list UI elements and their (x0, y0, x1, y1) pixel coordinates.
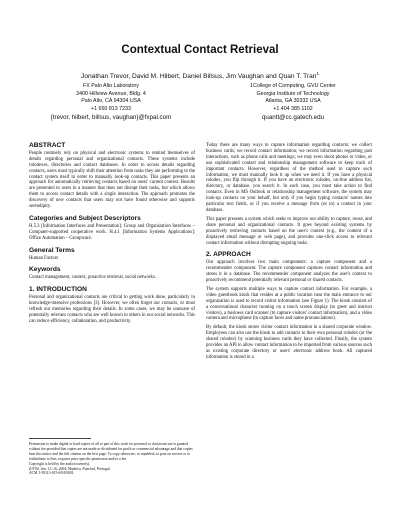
copyright-text: Copyright is held by the author/owner(s). (29, 461, 91, 466)
conference-text: IUI'04, Jan. 13–16, 2004, Madeira, Funchal, Portugal. (29, 466, 111, 471)
affiliation-line: +1 650 813 7233 (91, 105, 131, 112)
categories-text: H.5.3 [Information Interfaces and Presentation]: Group and Organization Interfaces – Computer-supported cooperative work. H.4.1 [Information Systems Applications]: Office Automation – Groupware. (29, 223, 195, 241)
body-paragraph: Our approach involves two main components: a capture component and a recommender component. The capture component captures contact information and stores it in a database. The recommender component analyzes the user's context to proactively recommend potentially relevant personal or shared contacts. (206, 260, 372, 284)
body-paragraph: By default, the kiosk stores visitor contact information in a shared corporate window. Employees can also use the kiosk to add contacts to their own personal rolodex (or the shared rolodex) by scanning business cards they have collected. Finally, the system provides an API to allow contact information to be imported from various sources such as existing corporate directory or users' electronic address book. All captured information is stored in a (206, 325, 372, 360)
affiliation-line: 3400 Hillview Avenue, Bldg. 4 (76, 90, 146, 97)
author-superscript: 1 (316, 71, 319, 76)
permission-block (29, 438, 195, 476)
categories-heading: Categories and Subject Descriptors (29, 214, 141, 222)
affiliation-fxpal (36, 83, 186, 122)
affiliation-line: FX Palo Alto Laboratory (83, 83, 139, 89)
author-names: Jonathan Trevor, David M. Hilbert, Daniel Billsus, Jim Vaughan and Quan T. Tran (81, 73, 317, 81)
author-list (0, 71, 400, 80)
approach-heading: 2. APPROACH (206, 251, 251, 259)
abstract-text: People routinely rely on physical and electronic systems to remind themselves of details regarding personal and organizational contacts. These systems include rolodexes, directories and contact databases. In order to access details regarding contacts, users must typically shift their attention from tasks they are performing to the contact system itself in order to manually look-up contacts. This paper presents an approach for automatically retrieving contacts based on users' current context. Results are presented to users in a manner that does not disrupt their tasks, but which allows them to access contact details with a single interaction. The approach promotes the discovery of new contacts that users may not have found otherwise and supports serendipity. (29, 150, 195, 210)
paper-title: Contextual Contact Retrieval (121, 44, 279, 56)
right-column (206, 143, 372, 364)
body-paragraph: This paper presents a system which seeks to improve our ability to capture, reuse, and share personal and organizational contacts. It goes beyond existing systems by proactively retrieving contacts based on the user's context (e.g., the content of a displayed email message or web page), and provides one-click access to relevant contact information without disrupting ongoing tasks. (206, 216, 372, 246)
affiliation-line: +1 404 385 1102 (273, 105, 313, 112)
affiliation-line: Palo Alto, CA 94304 USA (81, 98, 141, 105)
general-terms-text: Human Factors (29, 255, 59, 261)
left-column (29, 143, 195, 328)
introduction-text: Personal and organizational contacts are critical to getting work done, particularly in knowledge-intensive professions [3]. However, we often forget our contacts, or must refresh our memories regarding their details. In some cases, we may be unaware of potentially relevant contacts who are well known to others in our social networks. This can reduce efficiency, collaboration, and productivity. (29, 295, 195, 324)
keywords-heading: Keywords (29, 266, 61, 274)
acm-text: ACM 1-58113-815-6/04/0001. (29, 471, 75, 476)
keywords-text: Contact management, context, proactive retrieval, social networks. (29, 275, 156, 281)
affiliation-email: quantt@cc.gatech.edu (261, 114, 324, 122)
body-paragraph: Today there are many ways to capture information regarding contacts: we collect business cards; we record contact information; we record information regarding past interactions, such as phone calls and meetings; we may even shoot photos or video, or use sophisticated contact and relationship management software to keep track of important contacts. However, regardless of the method used to capture such information, we must manually look it up when we need it. If you have a physical rolodex, you flip through it. If you have an electronic rolodex, on-line address list, directory, or database, you search it. In each case, you must take action to find contacts. Even in MS Outlook or relationship management software, the system may look-up contacts on your behalf, but only if you begin typing contacts' names into particular text fields, or if you receive a message from (or to) a contact in your database. (206, 143, 372, 213)
abstract-heading: ABSTRACT (29, 142, 66, 149)
affiliation-line: Atlanta, GA 30332 USA (265, 98, 321, 105)
permission-text: Permission to make digital or hard copies of all or part of this work for personal or classroom use is granted without fee provided that copies are not made or distributed for profit or commercial advantage and that copies bear this notice and the full citation on the first page. To copy otherwise, or republish, to post on servers or to redistribute to lists, requires prior specific permission and/or a fee. (29, 442, 193, 461)
affiliation-line: 1College of Computing, GVU Center (250, 83, 336, 89)
footnote-rule (29, 438, 91, 439)
body-paragraph: The system supports multiple ways to capture contact information. For example, a video guestbook kiosk that resides at a public location near the main entrance to our organization is used to record visitor information (see Figure 1). The kiosk consists of a conversational character running on a touch screen display (to greet and instruct visitors), a business card scanner (to capture visitors' contact information), and a video camera and microphone (to capture faces and name pronunciations). (206, 286, 372, 322)
affiliation-gatech (218, 83, 368, 122)
introduction-heading: 1. INTRODUCTION (29, 286, 87, 294)
affiliation-line: Georgia Institute of Technology (256, 90, 330, 97)
affiliation-email: {trevor, hilbert, billsus, vaughan}@fxpal.com (50, 114, 172, 122)
general-terms-heading: General Terms (29, 246, 75, 254)
